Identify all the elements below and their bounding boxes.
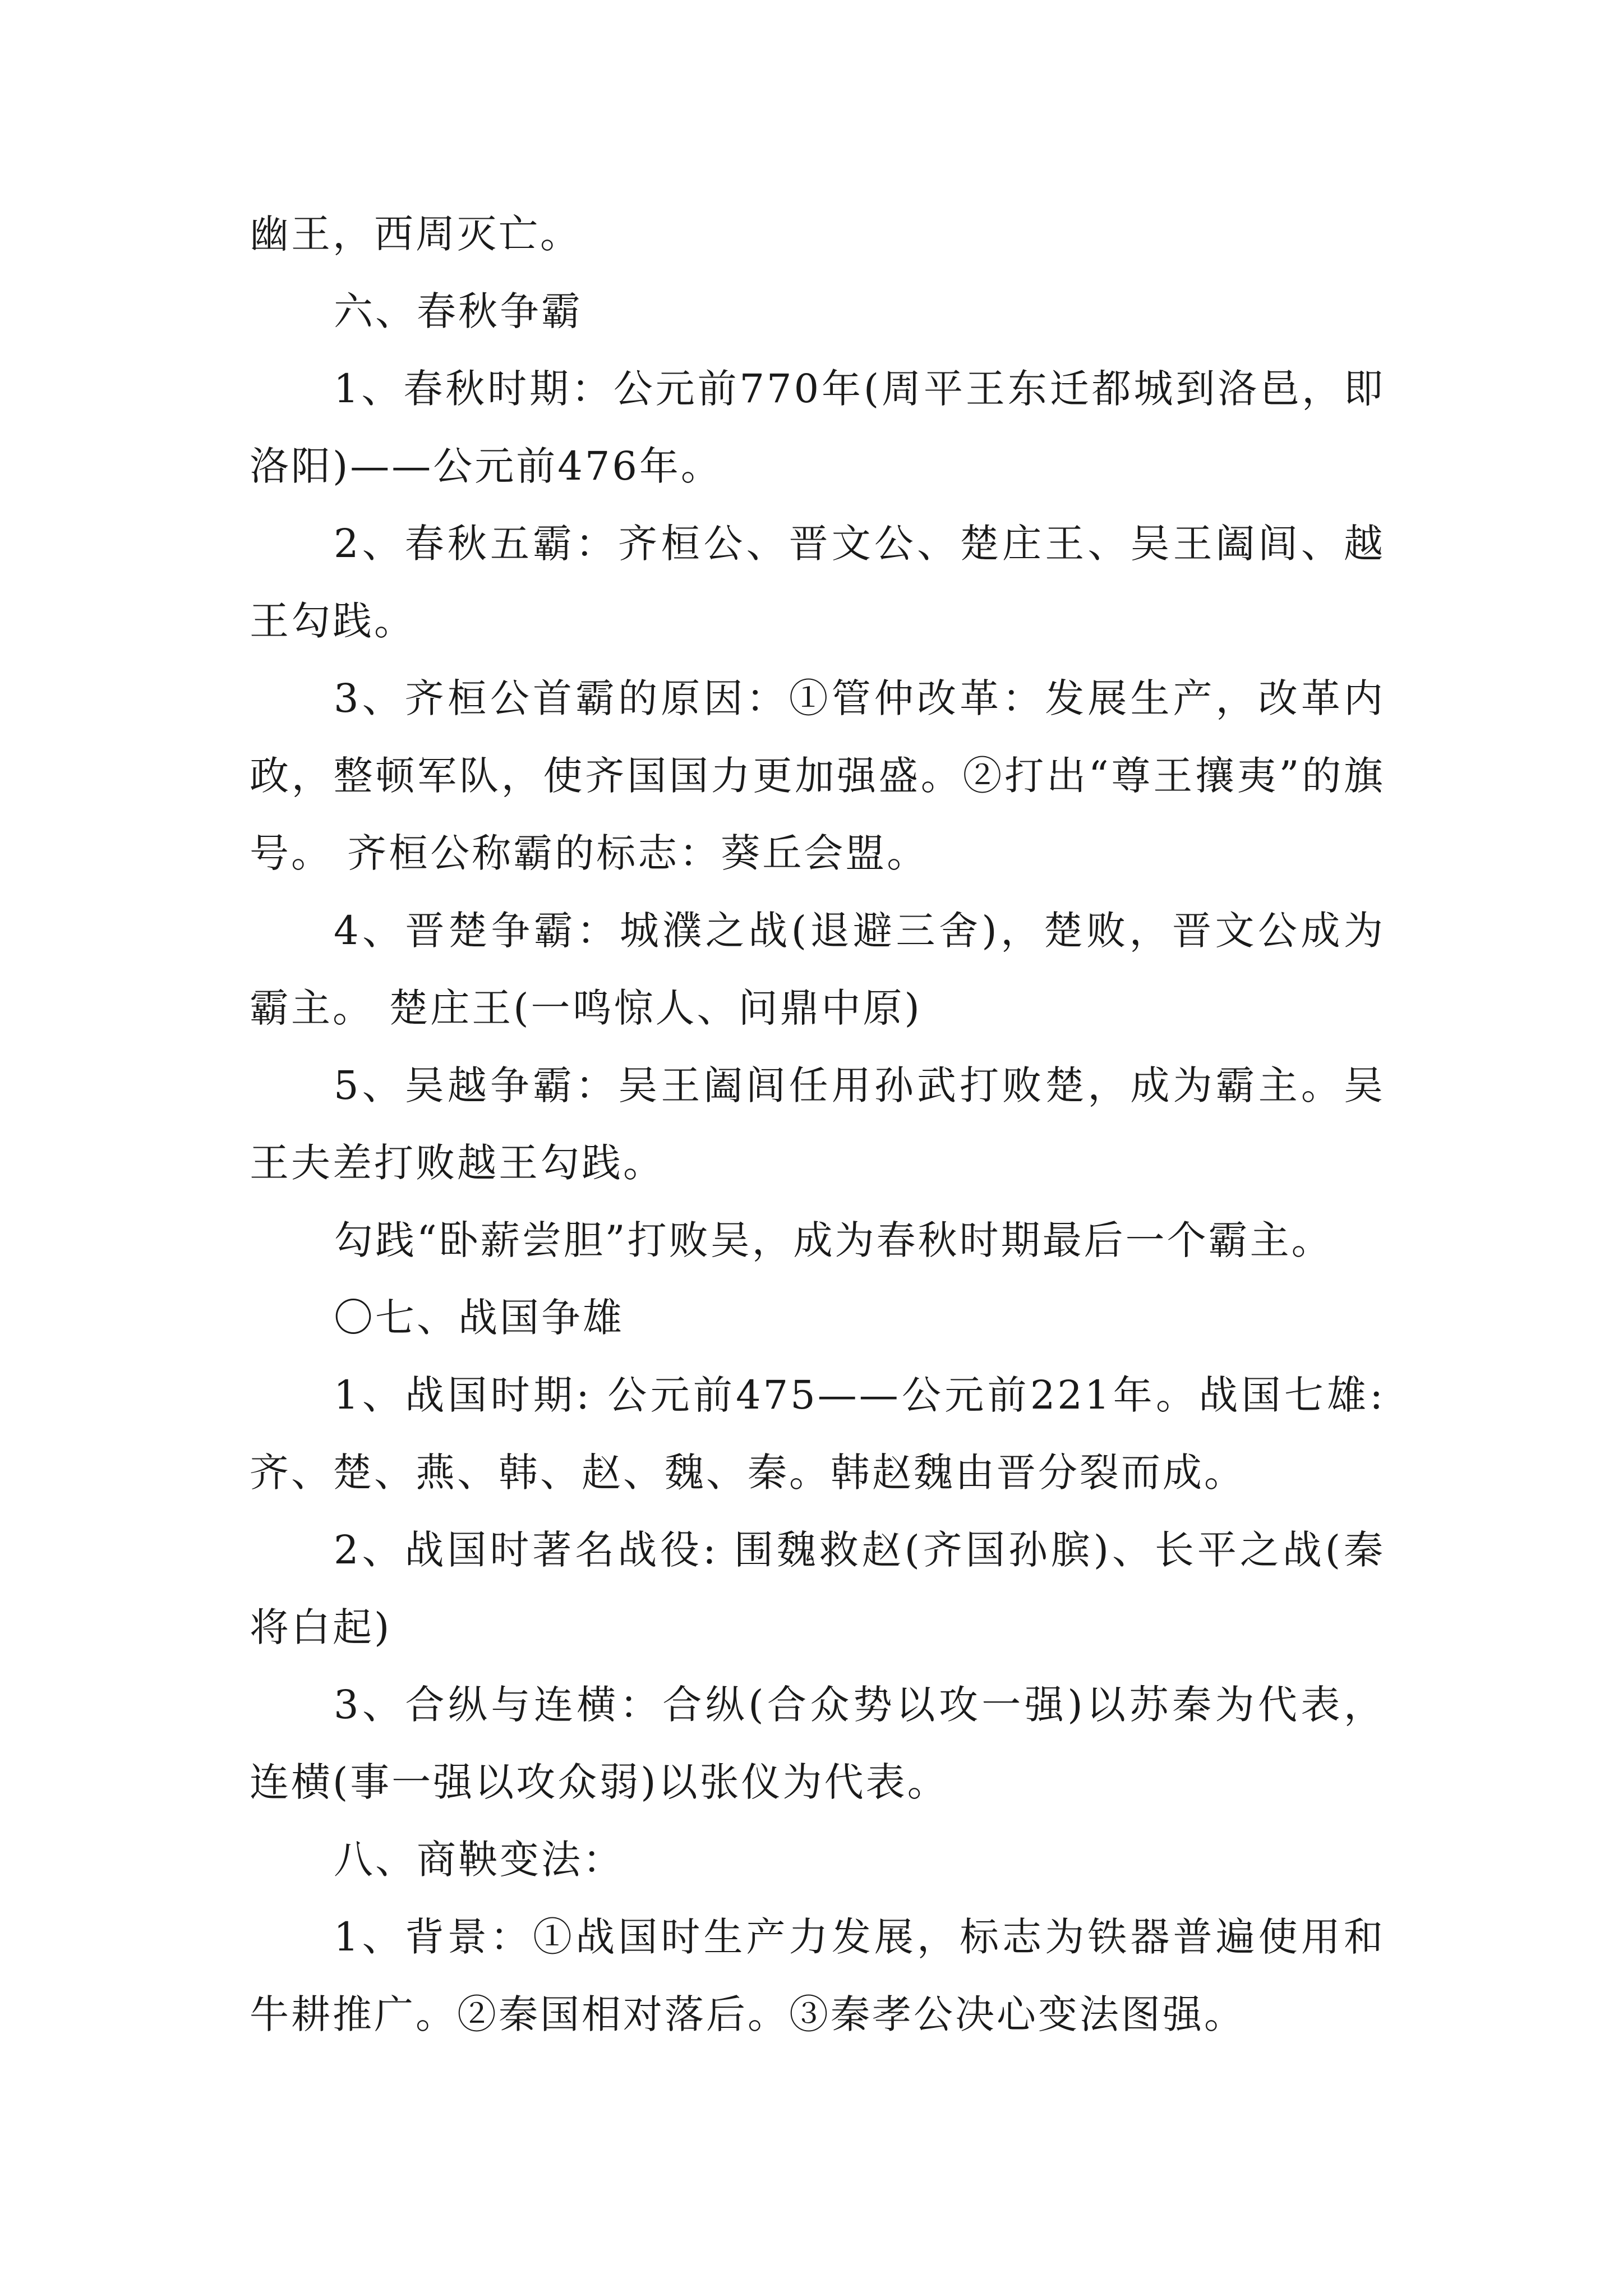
document-body	[250, 195, 1385, 2053]
paragraph-6-5: 5、吴越争霸：吴王阖闾任用孙武打败楚，成为霸主。吴王夫差打败越王勾践。	[250, 1062, 1385, 1186]
paragraph-7-2: 2、战国时著名战役: 围魏救赵(齐国孙膑)、长平之战(秦将白起)	[250, 1527, 1385, 1650]
heading-7-zhanguo: 〇七、战国争雄	[334, 1295, 624, 1341]
paragraph-6-1: 1、春秋时期：公元前770年(周平王东迁都城到洛邑，即洛阳)——公元前476年。	[250, 366, 1385, 489]
paragraph-6-3: 3、齐桓公首霸的原因：①管仲改革：发展生产，改革内政，整顿军队，使齐国国力更加强盛。②打出“尊王攘夷”的旗号。 齐桓公称霸的标志：葵丘会盟。	[250, 675, 1385, 876]
heading-8-shangyang: 八、商鞅变法：	[334, 1837, 624, 1883]
paragraph-6-5-cont: 勾践“卧薪尝胆”打败吴，成为春秋时期最后一个霸主。	[334, 1217, 1333, 1263]
paragraph-8-1: 1、背景：①战国时生产力发展，标志为铁器普遍使用和牛耕推广。②秦国相对落后。③秦孝公决心变法图强。	[250, 1914, 1385, 2037]
paragraph-1: 幽王，西周灭亡。	[250, 211, 582, 257]
paragraph-6-2: 2、春秋五霸：齐桓公、晋文公、楚庄王、吴王阖闾、越王勾践。	[250, 521, 1385, 644]
heading-6-chunqiu: 六、春秋争霸	[334, 288, 583, 334]
paragraph-6-4: 4、晋楚争霸：城濮之战(退避三舍)，楚败，晋文公成为霸主。 楚庄王(一鸣惊人、问鼎中原)	[250, 908, 1385, 1031]
paragraph-7-1: 1、战国时期: 公元前475——公元前221年。战国七雄: 齐、楚、燕、韩、赵、魏、秦。韩赵魏由晋分裂而成。	[250, 1372, 1385, 1496]
paragraph-7-3: 3、合纵与连横：合纵(合众势以攻一强)以苏秦为代表，连横(事一强以攻众弱)以张仪为代表。	[250, 1682, 1385, 1805]
